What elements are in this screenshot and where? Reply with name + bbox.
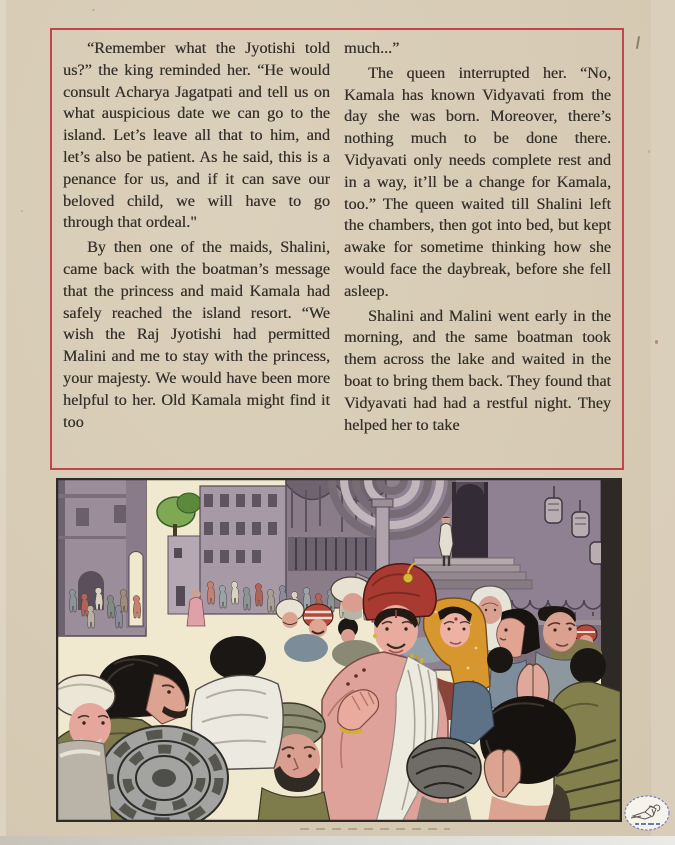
- story-column-left: [63, 38, 330, 460]
- scan-edge-right: [651, 0, 675, 845]
- story-column-right: [344, 38, 611, 460]
- paper-speck: [21, 210, 23, 212]
- courtyard-scene: [56, 478, 622, 822]
- story-paragraph: Shalini and Malini went early in the morning, and the same boatman took them across the lake and waited in the boat to bring them back. They found that Vidyavati had had a restful night. They helped her to take: [344, 306, 611, 434]
- pen-mark: [655, 340, 658, 344]
- story-paragraph: “Remember what the Jyotishi told us?” the king reminded her. “He would consult Acharya Jagatpati and tell us on what auspicious date we can go to the island. Let’s leave all that to him, and let’s also be patient. As he said, this is a penance for us, and if it can save our beloved child, we will have to go through that ordeal.": [63, 39, 330, 232]
- pen-mark: [636, 36, 640, 49]
- scan-edge-left: [0, 0, 6, 845]
- left-building: [56, 478, 146, 636]
- story-paragraph: much...”: [344, 39, 400, 57]
- paper-speck: [92, 9, 95, 11]
- story-text-panel: [50, 28, 624, 470]
- story-illustration: [56, 478, 622, 822]
- story-paragraph: By then one of the maids, Shalini, came back with the boatman’s message that the princess and maid Kamala had safely reached the island resort. “We wish the Raj Jyotishi had permitted Malini and me to stay with the princess, your majesty. We would have been more helpful to her. Old Kamala might find it too: [63, 238, 330, 431]
- story-paragraph: The queen interrupted her. “No, Kamala has known Vidyavati from the day she was born. Moreover, there’s nothing much to be done there. Vidyavati only needs complete rest and in a way, it’ll be a change for Kamala, too.” The queen waited till Shalini left the chambers, then got into bed, but kept awake for sometime thinking how she would face the daybreak, before she fell asleep.: [344, 63, 611, 300]
- stamp-watermark: [623, 794, 671, 834]
- paper-speck: [648, 150, 650, 153]
- scan-edge-bottom: [0, 836, 675, 845]
- scan-dashes: [300, 828, 450, 830]
